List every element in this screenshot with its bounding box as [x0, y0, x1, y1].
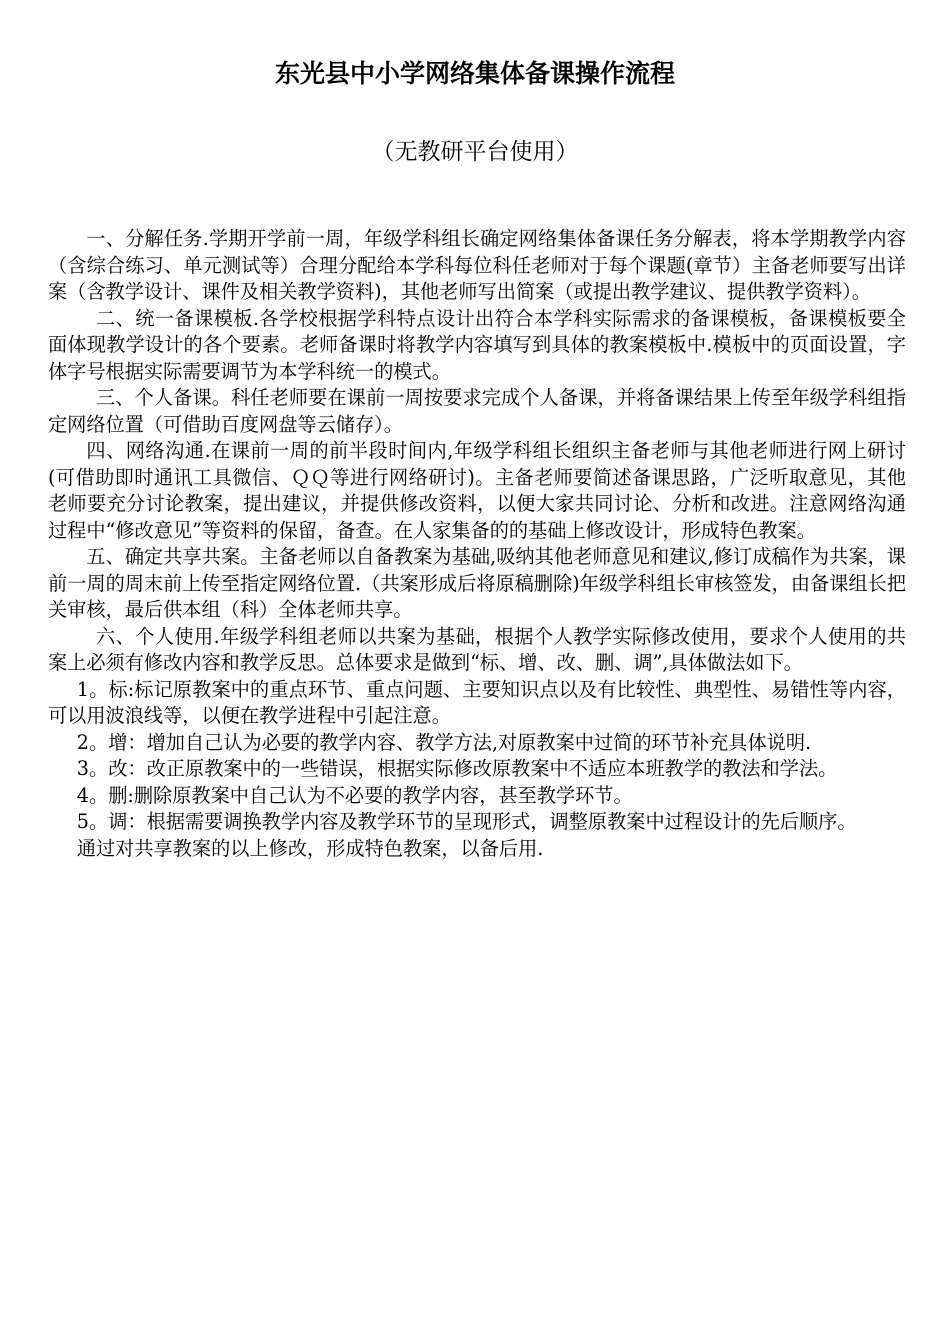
document-subtitle: （无教研平台使用） — [371, 139, 579, 165]
paragraph-shared-plan: 五、确定共享共案。主备老师以自备教案为基础,吸纳其他老师意见和建议,修订成稿作为共案，课前一周的周末前上传至指定网络位置.（共案形成后将原稿删除)年级学科组长审核签发，由备课组长把关审核，最后供本组（科）全体老师共享。 — [48, 545, 906, 621]
paragraph-personal-use: 六、个人使用.年级学科组老师以共案为基础，根据个人教学实际修改使用，要求个人使用的共案上必须有修改内容和教学反思。总体要求是做到“标、增、改、删、调”,具体做法如下。 — [48, 624, 906, 674]
list-item-correct: 3。改：改正原教案中的一些错误，根据实际修改原教案中不适应本班教学的教法和学法。 — [76, 757, 838, 780]
list-item-delete: 4。删:删除原教案中自己认为不必要的教学内容，甚至教学环节。 — [76, 783, 633, 807]
paragraph-task-breakdown: 一、分解任务.学期开学前一周，年级学科组长确定网络集体备课任务分解表，将本学期教学内容（含综合练习、单元测试等）合理分配给本学科每位科任老师对于每个课题(章节）主备老师要写出详案（含教学设计、课件及相关教学资料)，其他老师写出简案（或提出教学建议、提供教学资料）。 — [48, 227, 906, 303]
list-item-add: 2。增：增加自己认为必要的教学内容、教学方法,对原教案中过简的环节补充具体说明. — [76, 730, 812, 754]
list-item-adjust: 5。调：根据需要调换教学内容及教学环节的呈现形式，调整原教案中过程设计的先后顺序。 — [76, 810, 857, 833]
paragraph-online-communication: 四、网络沟通.在课前一周的前半段时间内,年级学科组长组织主备老师与其他老师进行网上研讨(可借助即时通讯工具微信、ＱＱ等进行网络研讨)。主备老师要简述备课思路，广泛听取意见，其他老师要充分讨论教案，提出建议，并提供修改资料，以便大家共同讨论、分析和改进。注意网络沟通过程中“修改意见”等资料的保留，备查。在人家集备的的基础上修改设计，形成特色教案。 — [48, 439, 906, 542]
paragraph-individual-preparation: 三、个人备课。科任老师要在课前一周按要求完成个人备课，并将备课结果上传至年级学科组指定网络位置（可借助百度网盘等云储存）。 — [48, 386, 906, 436]
list-item-mark: 1。标:标记原教案中的重点环节、重点问题、主要知识点以及有比较性、典型性、易错性等内容，可以用波浪线等，以便在教学进程中引起注意。 — [48, 677, 906, 727]
document-body — [48, 226, 906, 862]
paragraph-unified-template: 二、统一备课模板.各学校根据学科特点设计出符合本学科实际需求的备课模板，备课模板要全面体现教学设计的各个要素。老师备课时将教学内容填写到具体的教案模板中.模板中的页面设置，字体字号根据实际需要调节为本学科统一的模式。 — [48, 306, 906, 383]
document-title: 东光县中小学网络集体备课操作流程 — [274, 59, 675, 88]
paragraph-conclusion: 通过对共享教案的以上修改，形成特色教案，以备后用. — [76, 836, 544, 860]
